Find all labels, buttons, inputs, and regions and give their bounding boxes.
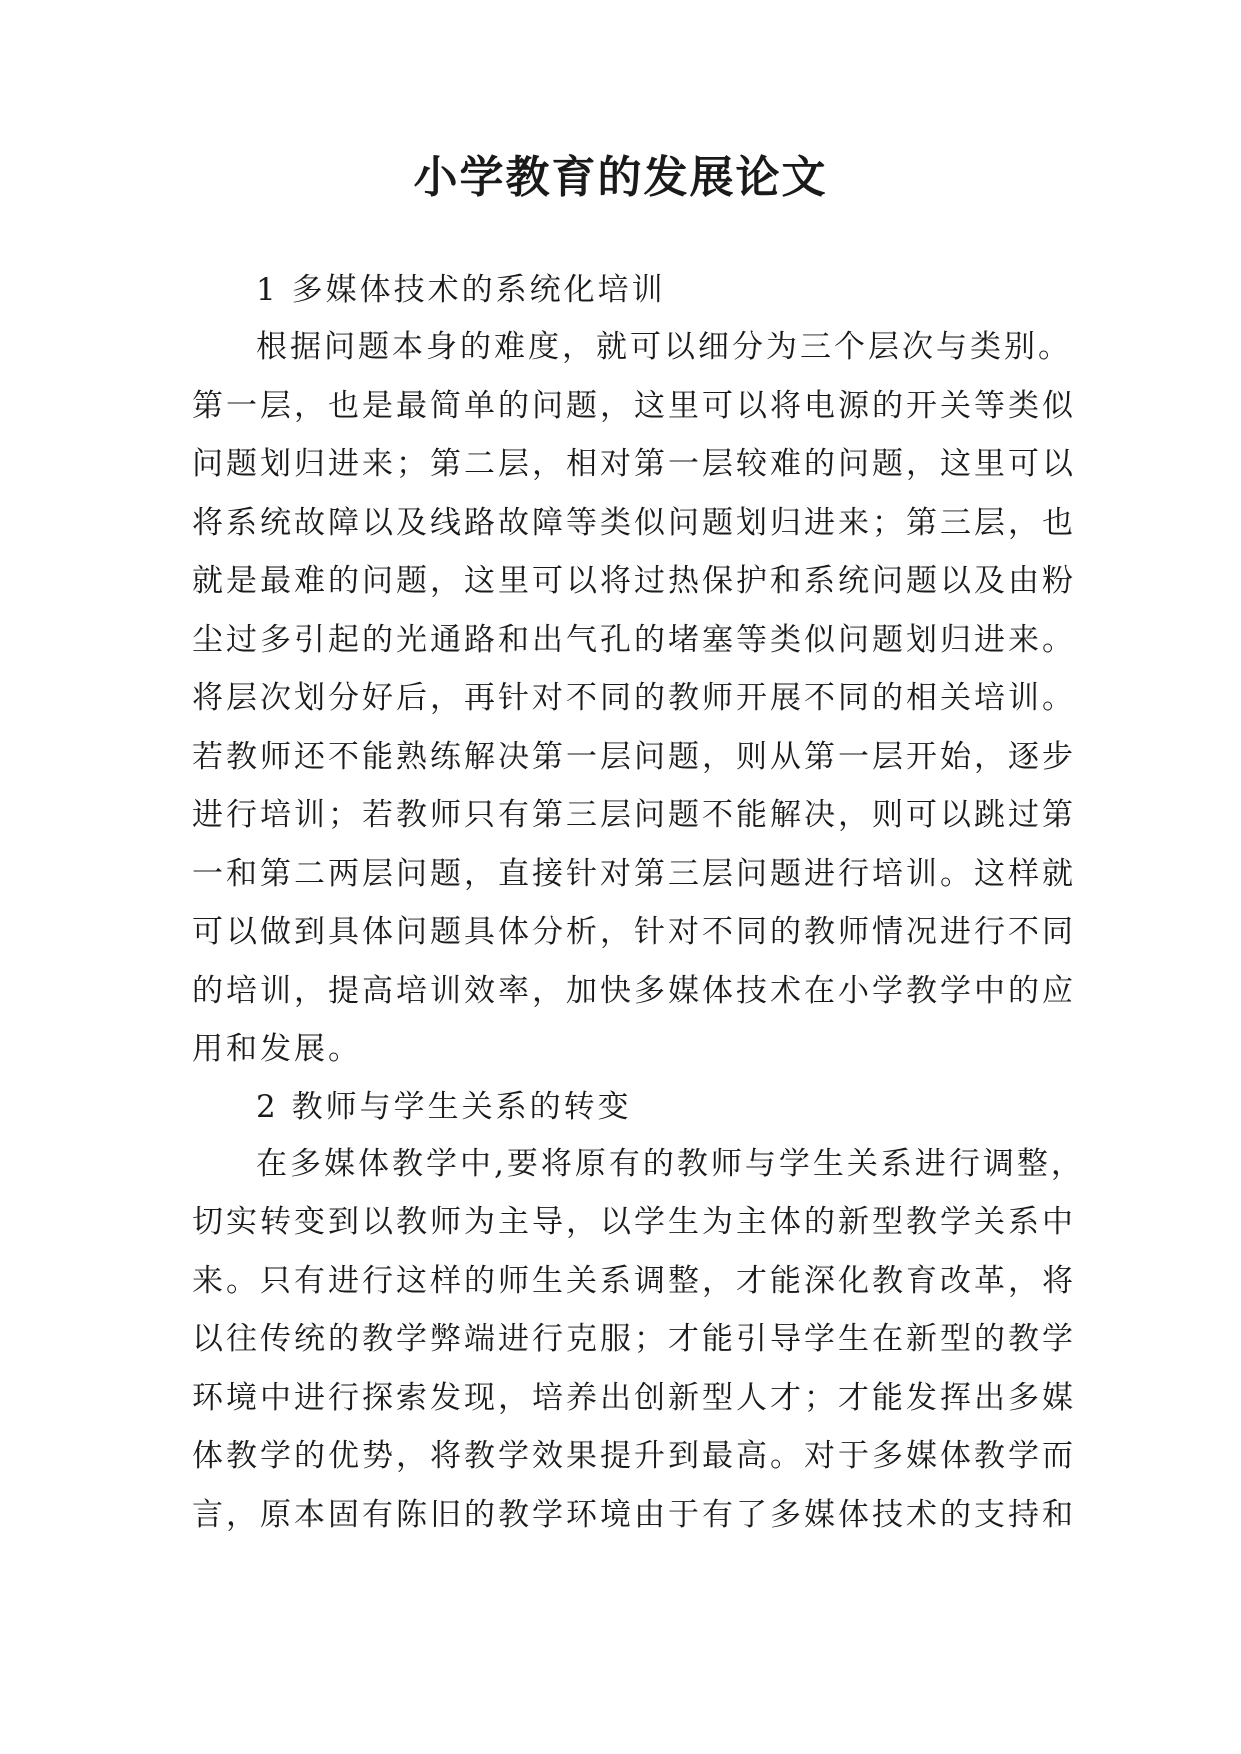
paragraph-line: 用和发展。: [192, 1031, 362, 1067]
paragraph-line: 将层次划分好后，再针对不同的教师开展不同的相关培训。: [192, 680, 1076, 716]
paragraph-line: 若教师还不能熟练解决第一层问题，则从第一层开始，逐步: [192, 738, 1076, 775]
paragraph-line: 切实转变到以教师为主导，以学生为主体的新型教学关系中: [192, 1204, 1076, 1240]
paragraph-line: 的培训，提高培训效率，加快多媒体技术在小学教学中的应: [192, 972, 1076, 1009]
paragraph-line: 体教学的优势，将教学效果提升到最高。对于多媒体教学而: [192, 1438, 1076, 1474]
section-paragraph: [192, 318, 1076, 1079]
paragraph-line: 根据问题本身的难度，就可以细分为三个层次与类别。: [256, 329, 1072, 365]
paragraph-line: 可以做到具体问题具体分析，针对不同的教师情况进行不同: [192, 914, 1076, 950]
section-heading: 2 教师与学生关系的转变: [256, 1088, 632, 1125]
paragraph-line: 在多媒体教学中,要将原有的教师与学生关系进行调整，: [256, 1145, 1085, 1182]
paragraph-line: 问题划归进来；第二层，相对第一层较难的问题，这里可以: [192, 446, 1076, 482]
document-body: [192, 262, 1085, 1544]
section-heading: 1 多媒体技术的系统化培训: [256, 272, 666, 308]
paragraph-line: 将系统故障以及线路故障等类似问题划归进来；第三层，也: [192, 504, 1076, 541]
paragraph-line: 来。只有进行这样的师生关系调整，才能深化教育改革，将: [192, 1262, 1076, 1299]
paragraph-line: 进行培训；若教师只有第三层问题不能解决，则可以跳过第: [192, 797, 1076, 833]
paragraph-line: 以往传统的教学弊端进行克服；才能引导学生在新型的教学: [192, 1321, 1076, 1357]
paragraph-line: 第一层，也是最简单的问题，这里可以将电源的开关等类似: [192, 387, 1076, 424]
section-paragraph: [192, 1135, 1085, 1545]
document-title: 小学教育的发展论文: [413, 152, 828, 203]
paragraph-line: 环境中进行探索发现，培养出创新型人才；才能发挥出多媒: [192, 1379, 1076, 1416]
paragraph-line: 一和第二两层问题，直接针对第三层问题进行培训。这样就: [192, 855, 1076, 892]
paragraph-line: 尘过多引起的光通路和出气孔的堵塞等类似问题划归进来。: [192, 621, 1076, 658]
paragraph-line: 言，原本固有陈旧的教学环境由于有了多媒体技术的支持和: [192, 1496, 1076, 1533]
paragraph-line: 就是最难的问题，这里可以将过热保护和系统问题以及由粉: [192, 563, 1076, 599]
